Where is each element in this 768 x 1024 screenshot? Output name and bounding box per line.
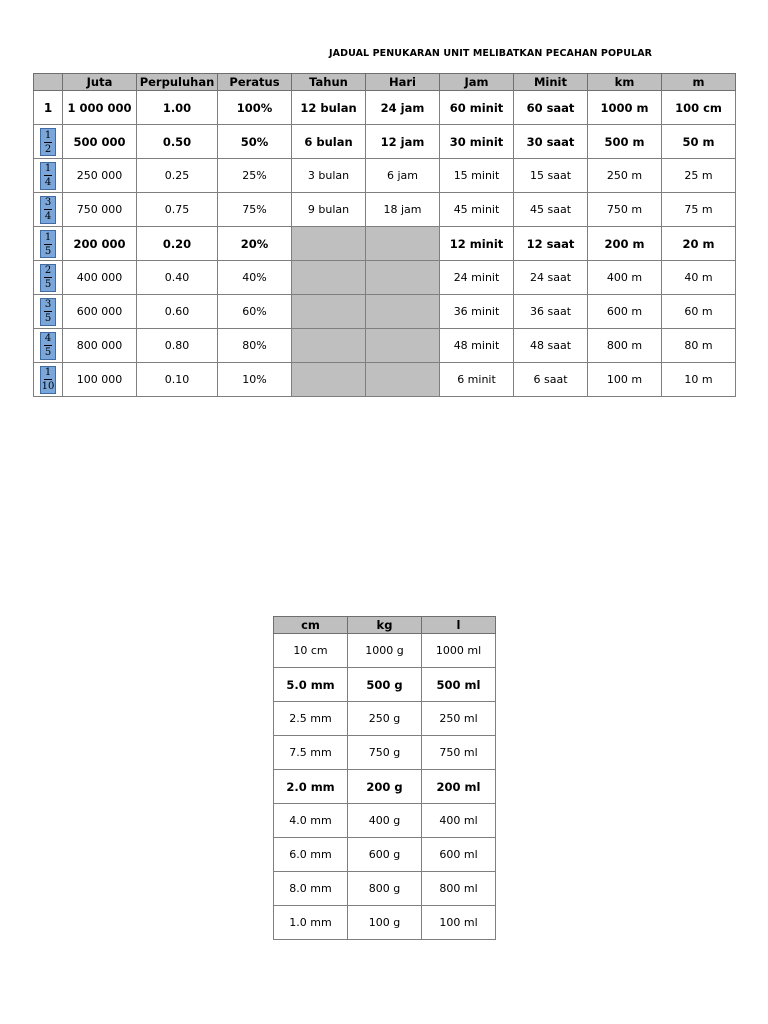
table-cell: 8.0 mm — [274, 872, 348, 906]
table-cell: 200 ml — [422, 770, 496, 804]
table-cell: 40% — [218, 261, 292, 295]
table-cell: 10 m — [662, 363, 736, 397]
table-cell: 2.0 mm — [274, 770, 348, 804]
table-cell: 0.75 — [137, 193, 218, 227]
table-cell: 36 saat — [514, 295, 588, 329]
header-fraction — [34, 74, 63, 91]
fraction-label: $\frac{1}{10}$ — [41, 367, 55, 393]
table-cell: 0.80 — [137, 329, 218, 363]
empty-shaded-cell — [366, 329, 440, 363]
fraction-label: $\frac{3}{4}$ — [40, 196, 56, 224]
table-row — [274, 702, 496, 736]
fraction-cell — [34, 91, 63, 125]
table-cell: 1000 ml — [422, 634, 496, 668]
table-cell: 100 m — [588, 363, 662, 397]
table-cell: 15 saat — [514, 159, 588, 193]
table-row — [274, 634, 496, 668]
table-cell: 80 m — [662, 329, 736, 363]
table-cell: 10% — [218, 363, 292, 397]
table-cell: 250 g — [348, 702, 422, 736]
header-kg: kg — [348, 617, 422, 634]
table-cell: 9 bulan — [292, 193, 366, 227]
table-row — [274, 804, 496, 838]
table-cell: 400 ml — [422, 804, 496, 838]
table-cell: 3 bulan — [292, 159, 366, 193]
table-cell: 25 m — [662, 159, 736, 193]
fraction-label: 1 — [43, 100, 53, 115]
table-cell: 6 bulan — [292, 125, 366, 159]
table-cell: 250 m — [588, 159, 662, 193]
table-cell: 30 minit — [440, 125, 514, 159]
table-cell: 500 m — [588, 125, 662, 159]
table-cell: 400 g — [348, 804, 422, 838]
table-row — [34, 193, 736, 227]
table-cell: 0.10 — [137, 363, 218, 397]
table-cell: 0.50 — [137, 125, 218, 159]
fraction-cell — [34, 125, 63, 159]
fraction-label: $\frac{1}{2}$ — [40, 128, 56, 156]
conversion-table-body — [34, 91, 736, 397]
table-cell: 15 minit — [440, 159, 514, 193]
table-cell: 400 000 — [63, 261, 137, 295]
document-title: JADUAL PENUKARAN UNIT MELIBATKAN PECAHAN POPULAR — [329, 48, 653, 59]
table-cell: 30 saat — [514, 125, 588, 159]
table-row — [274, 872, 496, 906]
header-juta: Juta — [63, 74, 137, 91]
table-cell: 0.20 — [137, 227, 218, 261]
header-tahun: Tahun — [292, 74, 366, 91]
table-cell: 36 minit — [440, 295, 514, 329]
fraction-cell — [34, 261, 63, 295]
empty-shaded-cell — [366, 227, 440, 261]
table-cell: 12 saat — [514, 227, 588, 261]
table-cell: 800 000 — [63, 329, 137, 363]
header-peratus: Peratus — [218, 74, 292, 91]
table-cell: 6 jam — [366, 159, 440, 193]
header-cm: cm — [274, 617, 348, 634]
empty-shaded-cell — [292, 227, 366, 261]
fraction-label: $\frac{4}{5}$ — [40, 332, 56, 360]
table-cell: 600 000 — [63, 295, 137, 329]
table-cell: 100 ml — [422, 906, 496, 940]
table-cell: 60 saat — [514, 91, 588, 125]
table-cell: 0.60 — [137, 295, 218, 329]
empty-shaded-cell — [366, 363, 440, 397]
metric-conversion-table-body — [274, 634, 496, 940]
table-cell: 80% — [218, 329, 292, 363]
table-cell: 4.0 mm — [274, 804, 348, 838]
table-cell: 1.0 mm — [274, 906, 348, 940]
table-cell: 100% — [218, 91, 292, 125]
empty-shaded-cell — [292, 261, 366, 295]
table-cell: 60 m — [662, 295, 736, 329]
conversion-table — [33, 73, 736, 397]
table-cell: 600 g — [348, 838, 422, 872]
table-cell: 45 minit — [440, 193, 514, 227]
table-row — [34, 227, 736, 261]
table-cell: 12 minit — [440, 227, 514, 261]
table-cell: 6 minit — [440, 363, 514, 397]
table-cell: 25% — [218, 159, 292, 193]
header-jam: Jam — [440, 74, 514, 91]
empty-shaded-cell — [292, 363, 366, 397]
fraction-cell — [34, 363, 63, 397]
table-cell: 48 saat — [514, 329, 588, 363]
table-cell: 500 000 — [63, 125, 137, 159]
table-cell: 18 jam — [366, 193, 440, 227]
table-cell: 20 m — [662, 227, 736, 261]
fraction-label: $\frac{3}{5}$ — [40, 298, 56, 326]
table-cell: 75% — [218, 193, 292, 227]
table-cell: 6.0 mm — [274, 838, 348, 872]
table-row — [34, 261, 736, 295]
table-cell: 750 g — [348, 736, 422, 770]
table-cell: 45 saat — [514, 193, 588, 227]
table-cell: 60% — [218, 295, 292, 329]
table-cell: 24 jam — [366, 91, 440, 125]
table-cell: 750 000 — [63, 193, 137, 227]
table-cell: 600 ml — [422, 838, 496, 872]
header-km: km — [588, 74, 662, 91]
empty-shaded-cell — [366, 295, 440, 329]
table-cell: 800 ml — [422, 872, 496, 906]
fraction-cell — [34, 193, 63, 227]
table-cell: 48 minit — [440, 329, 514, 363]
metric-conversion-table — [273, 616, 496, 940]
table-row — [34, 363, 736, 397]
table-cell: 24 minit — [440, 261, 514, 295]
table-row — [34, 91, 736, 125]
header-minit: Minit — [514, 74, 588, 91]
table-cell: 750 ml — [422, 736, 496, 770]
fraction-cell — [34, 159, 63, 193]
header-row — [34, 74, 736, 91]
table-cell: 50 m — [662, 125, 736, 159]
table-cell: 400 m — [588, 261, 662, 295]
table-cell: 100 cm — [662, 91, 736, 125]
table-row — [34, 295, 736, 329]
table-row — [274, 668, 496, 702]
table-cell: 500 g — [348, 668, 422, 702]
fraction-label: $\frac{2}{5}$ — [40, 264, 56, 292]
table-cell: 800 m — [588, 329, 662, 363]
table-row — [34, 159, 736, 193]
table-cell: 750 m — [588, 193, 662, 227]
table-cell: 7.5 mm — [274, 736, 348, 770]
table-cell: 20% — [218, 227, 292, 261]
empty-shaded-cell — [292, 329, 366, 363]
table-cell: 1.00 — [137, 91, 218, 125]
table-cell: 50% — [218, 125, 292, 159]
table-cell: 10 cm — [274, 634, 348, 668]
table-cell: 200 m — [588, 227, 662, 261]
table-cell: 600 m — [588, 295, 662, 329]
fraction-cell — [34, 329, 63, 363]
table-cell: 250 000 — [63, 159, 137, 193]
table-cell: 5.0 mm — [274, 668, 348, 702]
table-cell: 250 ml — [422, 702, 496, 736]
table-cell: 12 bulan — [292, 91, 366, 125]
table-cell: 0.25 — [137, 159, 218, 193]
table-cell: 24 saat — [514, 261, 588, 295]
table-cell: 1 000 000 — [63, 91, 137, 125]
header-l: l — [422, 617, 496, 634]
table-row — [34, 125, 736, 159]
table-cell: 100 g — [348, 906, 422, 940]
table-cell: 2.5 mm — [274, 702, 348, 736]
table-cell: 12 jam — [366, 125, 440, 159]
table-cell: 800 g — [348, 872, 422, 906]
header-m: m — [662, 74, 736, 91]
empty-shaded-cell — [366, 261, 440, 295]
header-row — [274, 617, 496, 634]
table-row — [274, 838, 496, 872]
table-row — [274, 906, 496, 940]
table-row — [34, 329, 736, 363]
table-row — [274, 770, 496, 804]
fraction-cell — [34, 295, 63, 329]
table-cell: 40 m — [662, 261, 736, 295]
table-cell: 1000 m — [588, 91, 662, 125]
table-cell: 1000 g — [348, 634, 422, 668]
table-cell: 75 m — [662, 193, 736, 227]
table-cell: 200 g — [348, 770, 422, 804]
table-cell: 500 ml — [422, 668, 496, 702]
empty-shaded-cell — [292, 295, 366, 329]
table-row — [274, 736, 496, 770]
table-cell: 0.40 — [137, 261, 218, 295]
header-hari: Hari — [366, 74, 440, 91]
table-cell: 100 000 — [63, 363, 137, 397]
table-cell: 60 minit — [440, 91, 514, 125]
fraction-cell — [34, 227, 63, 261]
table-cell: 6 saat — [514, 363, 588, 397]
fraction-label: $\frac{1}{5}$ — [40, 230, 56, 258]
header-perpuluhan: Perpuluhan — [137, 74, 218, 91]
table-cell: 200 000 — [63, 227, 137, 261]
fraction-label: $\frac{1}{4}$ — [40, 162, 56, 190]
